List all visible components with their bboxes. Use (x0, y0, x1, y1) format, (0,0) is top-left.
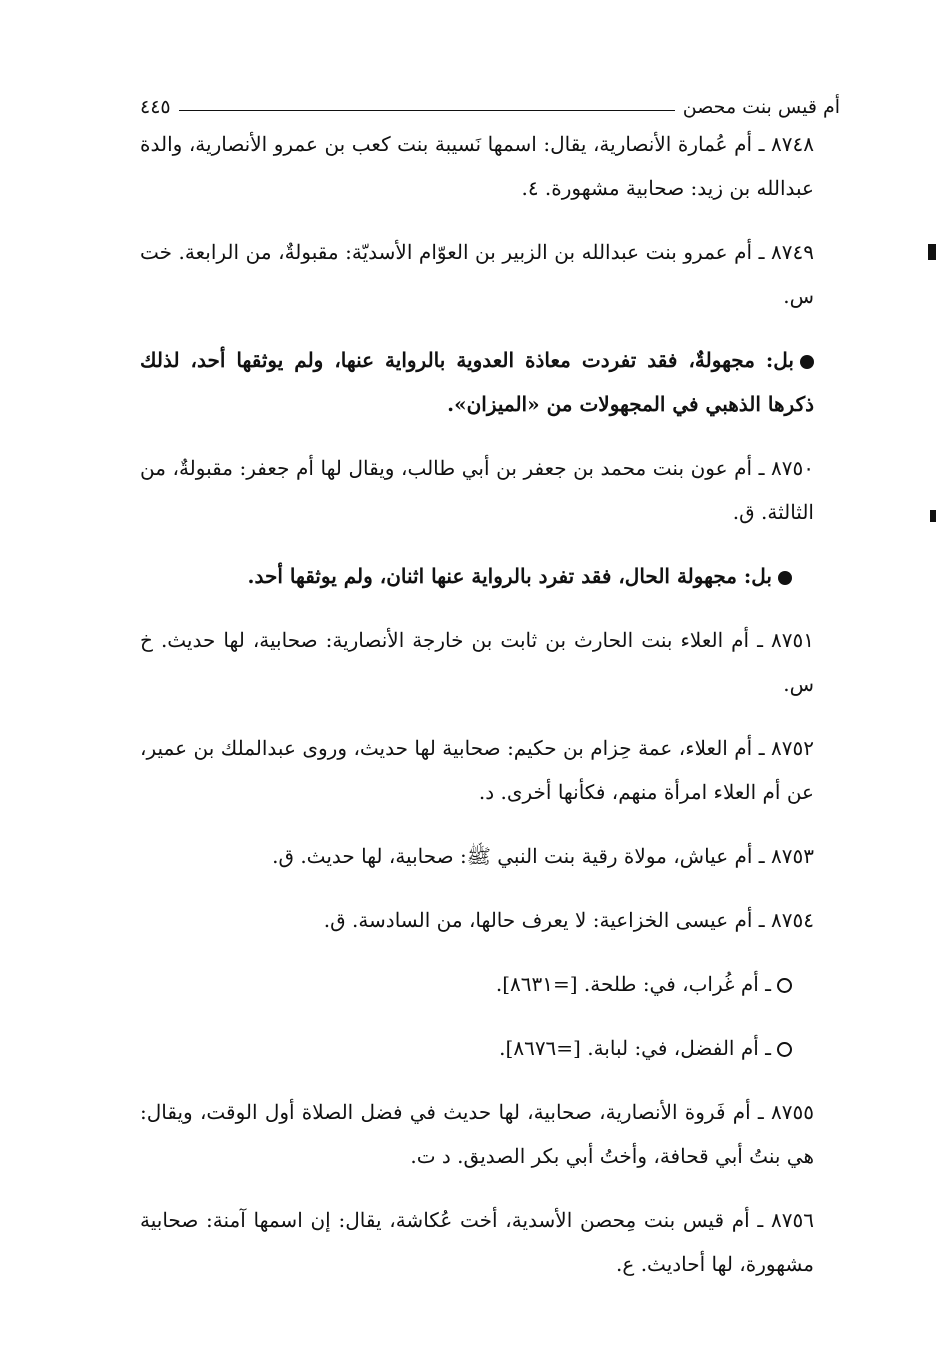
hollow-circle-icon (777, 1042, 792, 1057)
entry-8752 (140, 726, 836, 814)
entry-8756 (140, 1198, 836, 1286)
header-title: أم قيس بنت محصن (682, 96, 840, 118)
filled-circle-icon (778, 571, 792, 585)
entry-8751 (140, 618, 836, 706)
entry-text: ٨٧٤٩ ـ أم عمرو بنت عبدالله بن الزبير بن العوّام الأسديّة: مقبولةٌ، من الرابعة. خت س. (140, 240, 815, 308)
cross-reference (140, 1026, 836, 1070)
entry-text: ٨٧٥٢ ـ أم العلاء، عمة حِزام بن حكيم: صحابية لها حديث، وروى عبدالملك بن عمير، عن أم العلاء امرأة منهم، فكأنها أخرى. د. (140, 736, 814, 804)
entry-8754 (140, 898, 836, 942)
entry-text: ٨٧٥٤ ـ أم عيسى الخزاعية: لا يعرف حالها، من السادسة. ق. (323, 908, 814, 932)
entry-8748 (140, 122, 836, 210)
entry-8755 (140, 1090, 836, 1178)
filled-circle-icon (800, 355, 814, 369)
editor-note (140, 338, 836, 426)
entry-8749 (140, 230, 836, 318)
page-number: ٤٤٥ (140, 96, 171, 118)
entry-text: ٨٧٥٥ ـ أم فَروة الأنصارية، صحابية، لها حديث في فضل الصلاة أول الوقت، ويقال: هي بنتُ أبي قحافة، وأختُ أبي بكر الصديق. د ت. (140, 1100, 814, 1168)
running-header (140, 88, 840, 118)
entry-text: ٨٧٥٦ ـ أم قيس بنت مِحصن الأسدية، أخت عُكاشة، يقال: إن اسمها آمنة: صحابية مشهورة، لها أحاديث. ع. (140, 1208, 814, 1276)
cross-reference (140, 962, 836, 1006)
header-rule (179, 110, 675, 111)
note-text: بل: مجهولةٌ، فقد تفردت معاذة العدوية بالرواية عنها، ولم يوثقها أحد، لذلك ذكرها الذهبي في المجهولات من «الميزان». (140, 348, 814, 416)
margin-mark (930, 510, 936, 522)
entry-text: ٨٧٥١ ـ أم العلاء بنت الحارث بن ثابت بن خارجة الأنصارية: صحابية، لها حديث. خ س. (140, 628, 814, 696)
page-body (140, 122, 836, 1306)
reference-text: ـ أم غُراب، في: طلحة. [=٨٦٣١]. (495, 972, 771, 996)
entry-text: ٨٧٥٠ ـ أم عون بنت محمد بن جعفر بن أبي طالب، ويقال لها أم جعفر: مقبولةٌ، من الثالثة. ق. (140, 456, 814, 524)
entry-text: ٨٧٤٨ ـ أم عُمارة الأنصارية، يقال: اسمها نَسيبة بنت كعب بن عمرو الأنصارية، والدة عبدالله بن زيد: صحابية مشهورة. ٤. (140, 132, 814, 200)
note-text: بل: مجهولة الحال، فقد تفرد بالرواية عنها اثنان، ولم يوثقها أحد. (247, 564, 772, 588)
entry-8753 (140, 834, 836, 878)
hollow-circle-icon (777, 978, 792, 993)
entry-text: ٨٧٥٣ ـ أم عياش، مولاة رقية بنت النبي ﷺ: صحابية، لها حديث. ق. (272, 844, 814, 868)
editor-note (140, 554, 836, 598)
reference-text: ـ أم الفضل، في: لبابة. [=٨٦٧٦]. (499, 1036, 771, 1060)
entry-8750 (140, 446, 836, 534)
margin-mark (928, 244, 936, 260)
